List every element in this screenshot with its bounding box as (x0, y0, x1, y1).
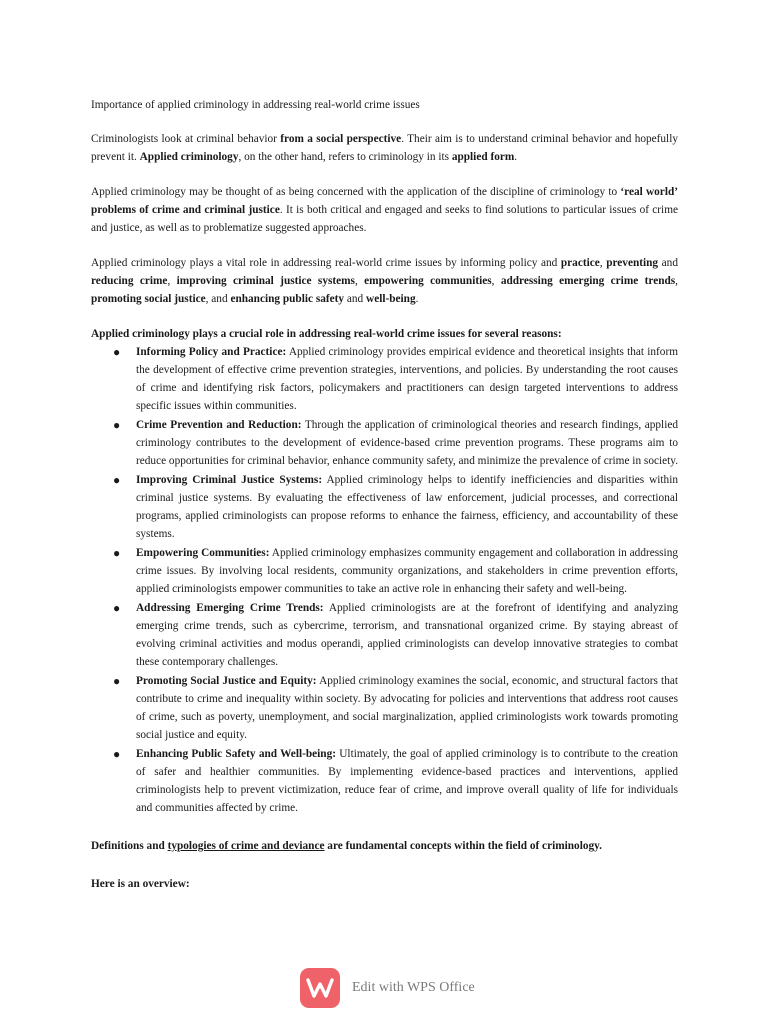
list-item (91, 544, 678, 598)
text-span: are fundamental concepts within the field of criminology. (324, 840, 602, 852)
bold-span: applied form (451, 151, 515, 163)
list-item-label: Improving Criminal Justice Systems: (136, 474, 323, 486)
text-span: , on the other hand, refers to criminology in its (238, 151, 452, 163)
bold-span: well-being (366, 293, 416, 305)
list-item (91, 416, 678, 470)
bold-span: improving criminal justice systems (176, 275, 355, 287)
list-item (91, 343, 678, 415)
text-span: and (344, 293, 367, 305)
bullet-icon: ● (113, 345, 121, 359)
list-item-label: Crime Prevention and Reduction: (136, 419, 302, 431)
bold-span: promoting social justice (91, 293, 206, 305)
reasons-list (91, 343, 678, 817)
bold-span: preventing (606, 257, 659, 269)
text-span: , and (205, 293, 231, 305)
list-item (91, 471, 678, 543)
text-span: , (675, 275, 678, 287)
text-span: . It is both critical and engaged and seeks to find solutions to particular issues of crime and justice, as well as to problematize suggested approaches. (91, 204, 678, 234)
wps-logo-icon[interactable] (300, 968, 340, 1008)
list-item-text: Applied criminologists are at the forefront of identifying and analyzing emerging crime trends, such as cybercrime, terrorism, and transnational organized crime. By staying abreast of evolving criminal activities and modus operandi, applied criminologists can develop innovative strategies to combat these contemporary challenges. (136, 602, 678, 668)
list-item (91, 745, 678, 817)
bullet-icon: ● (113, 418, 121, 432)
reasons-heading: Applied criminology plays a crucial role in addressing real-world crime issues for several reasons: (91, 328, 562, 340)
list-item-label: Enhancing Public Safety and Well-being: (136, 748, 336, 760)
list-item-text: Applied criminology emphasizes community engagement and collaboration in addressing crime issues. By involving local residents, community organizations, and stakeholders in crime prevention efforts, applied criminologists empower communities to take an active role in enhancing their safety and well-being. (136, 547, 678, 595)
text-span: , (599, 257, 607, 269)
bold-span: addressing emerging crime trends (500, 275, 676, 287)
text-span: Definitions and (91, 840, 168, 852)
bullet-icon: ● (113, 601, 121, 615)
text-span: , (354, 275, 365, 287)
text-span: . (415, 293, 419, 305)
wps-edit-label[interactable]: Edit with WPS Office (352, 980, 475, 995)
text-span: Applied criminology plays a vital role in addressing real-world crime issues by informing policy and (91, 257, 561, 269)
bullet-icon: ● (113, 747, 121, 761)
typologies-link[interactable]: typologies of crime and deviance (167, 840, 325, 852)
list-item-label: Empowering Communities: (136, 547, 270, 559)
list-item-label: Promoting Social Justice and Equity: (136, 675, 317, 687)
text-span: , (167, 275, 177, 287)
list-item-label: Informing Policy and Practice: (136, 346, 287, 358)
bold-span: ‘real world’ problems of crime and criminal justice (91, 186, 679, 216)
wps-edit-banner[interactable] (300, 966, 475, 1010)
bold-span: Applied criminology (139, 151, 239, 163)
text-span: Criminologists look at criminal behavior (91, 133, 281, 145)
bullet-icon: ● (113, 674, 121, 688)
bullet-icon: ● (113, 546, 121, 560)
text-span: . Their aim is to understand criminal behavior and hopefully prevent it. (91, 133, 678, 163)
paragraph-role (91, 254, 678, 308)
list-item-label: Addressing Emerging Crime Trends: (136, 602, 324, 614)
paragraph-intro (91, 130, 678, 166)
bold-span: from a social perspective (280, 133, 402, 145)
bold-span: enhancing public safety (230, 293, 345, 305)
list-item (91, 672, 678, 744)
bold-span: empowering communities (364, 275, 492, 287)
text-span: and (658, 257, 678, 269)
list-item-text: Ultimately, the goal of applied criminology is to contribute to the creation of safer and healthier communities. By implementing evidence-based practices and interventions, applied criminologists help to prevent victimization, reduce fear of crime, and improve overall quality of life for individuals and communities affected by crime. (136, 748, 678, 814)
text-span: , (491, 275, 501, 287)
list-item-text: Applied criminology helps to identify inefficiencies and disparities within criminal justice systems. By evaluating the effectiveness of law enforcement, judicial processes, and correctional programs, applied criminologists can propose reforms to enhance the fairness, efficiency, and accountability of these systems. (136, 474, 678, 540)
bold-span: reducing crime (91, 275, 168, 287)
list-item-text: Applied criminology examines the social, economic, and structural factors that contribute to crime and inequality within society. By advocating for policies and interventions that address root causes of crime, such as poverty, unemployment, and social marginalization, applied criminologists work towards promoting social justice and equity. (136, 675, 678, 741)
bold-span: practice (560, 257, 600, 269)
document-page (91, 96, 678, 893)
text-span: Applied criminology may be thought of as being concerned with the application of the discipline of criminology to (91, 186, 621, 198)
list-item-text: Applied criminology provides empirical evidence and theoretical insights that inform the development of effective crime prevention strategies, interventions, and policies. By understanding the root causes of crime and identifying risk factors, policymakers and practitioners can design targeted interventions to address specific issues within communities. (136, 346, 678, 412)
definitions-line (91, 837, 678, 855)
list-item (91, 599, 678, 671)
text-span: . (514, 151, 518, 163)
paragraph-definition (91, 183, 678, 237)
overview-heading: Here is an overview: (91, 878, 190, 890)
document-title: Importance of applied criminology in addressing real-world crime issues (91, 99, 420, 111)
bullet-icon: ● (113, 473, 121, 487)
list-item-text: Through the application of criminological theories and research findings, applied criminology contributes to the development of evidence-based crime prevention programs. These programs aim to reduce opportunities for criminal behavior, enhance community safety, and minimize the prevalence of crime in society. (136, 419, 679, 467)
